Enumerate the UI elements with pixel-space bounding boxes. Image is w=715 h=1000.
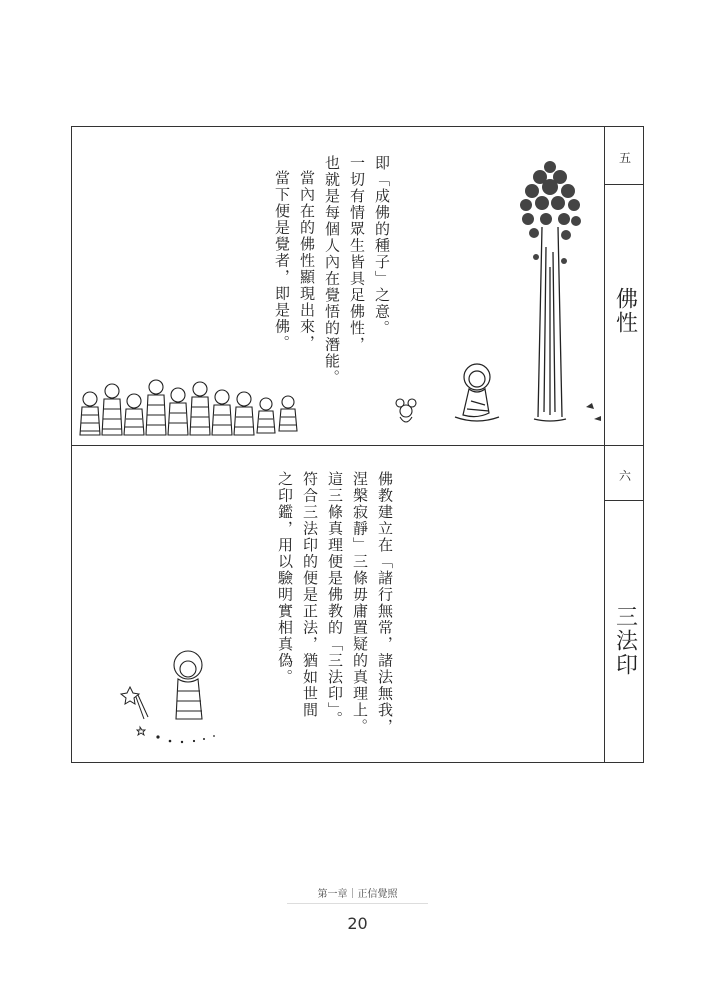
body-line: 即「成佛的種子」之意。 bbox=[373, 155, 391, 337]
buddha-figure bbox=[455, 359, 505, 429]
body-line: 一切有情眾生皆具足佛性， bbox=[348, 155, 366, 353]
body-line: 也就是每個人內在覺悟的潛能。 bbox=[323, 155, 341, 386]
section-number: 六 bbox=[618, 469, 631, 483]
body-line: 這三條真理便是佛教的「三法印」。 bbox=[326, 471, 344, 728]
body-line: 符合三法印的便是正法，猶如世間 bbox=[301, 471, 319, 719]
body-line: 涅槃寂靜」三條毋庸置疑的真理上。 bbox=[351, 471, 369, 735]
monk-with-star-illustration bbox=[118, 647, 228, 767]
section-number: 五 bbox=[618, 151, 631, 165]
section-body bbox=[272, 471, 397, 735]
disciples-crowd-illustration bbox=[74, 369, 314, 439]
footer-rule bbox=[287, 903, 428, 904]
section-title: 三法印 bbox=[612, 605, 638, 677]
body-line: 佛教建立在「諸行無常，諸法無我， bbox=[376, 471, 394, 735]
body-line: 當下便是覺者，即是佛。 bbox=[273, 170, 291, 352]
number-separator bbox=[604, 500, 644, 501]
body-line: 當內在的佛性顯現出來， bbox=[298, 170, 316, 352]
body-line: 之印鑑，用以驗明實相真偽。 bbox=[276, 471, 294, 686]
section-divider bbox=[72, 445, 643, 446]
chapter-label: 第一章｜正信覺照 bbox=[317, 889, 398, 900]
page-number: 20 bbox=[347, 914, 368, 933]
tree-illustration bbox=[506, 157, 596, 427]
number-separator bbox=[604, 184, 644, 185]
page-frame bbox=[71, 126, 644, 763]
mouse-figure bbox=[394, 397, 418, 427]
section-body bbox=[269, 155, 394, 386]
section-title: 佛性 bbox=[612, 287, 638, 335]
